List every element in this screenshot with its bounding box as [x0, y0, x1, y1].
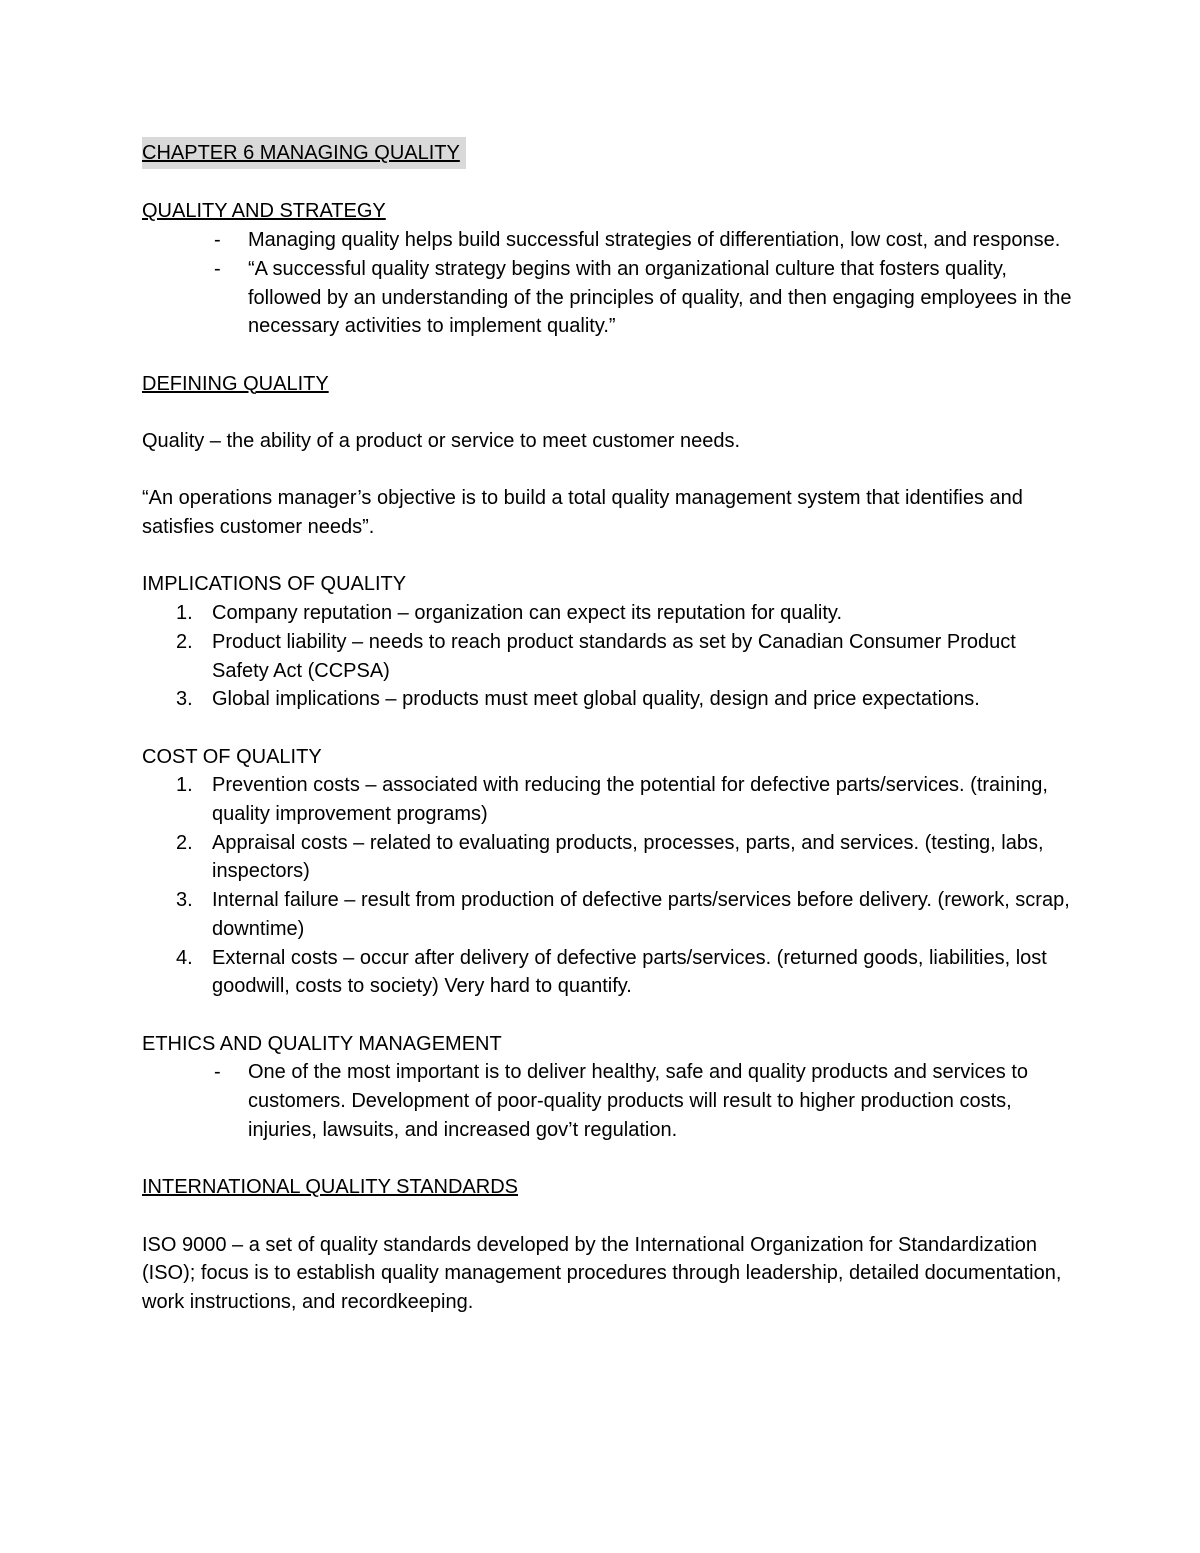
operations-manager-quote: “An operations manager’s objective is to build a total quality management system that identifies and satisfies customer needs”. [142, 487, 1023, 539]
spacer [142, 1145, 1072, 1174]
list-item [142, 886, 1072, 943]
document-page [142, 137, 1072, 1317]
list-item-text: One of the most important is to deliver healthy, safe and quality products and services to customers. Development of poor-quality products will result to higher production costs, injuries, lawsuits, and increased gov’t regulation. [248, 1061, 1029, 1141]
list-item [142, 255, 1072, 341]
list-item-text: Product liability – needs to reach product standards as set by Canadian Consumer Product Safety Act (CCPSA) [212, 630, 1016, 682]
spacer [142, 714, 1072, 743]
spacer [142, 1202, 1072, 1231]
list-item [142, 829, 1072, 886]
section-heading-quality-strategy: QUALITY AND STRATEGY [142, 200, 386, 223]
section-heading-ethics: ETHICS AND QUALITY MANAGEMENT [142, 1032, 502, 1055]
spacer [142, 456, 1072, 485]
list-item [142, 226, 1072, 255]
list-item [142, 1058, 1072, 1144]
list-item [142, 628, 1072, 685]
list-item-text: Global implications – products must meet global quality, design and price expectations. [212, 688, 980, 711]
section-heading-implications: IMPLICATIONS OF QUALITY [142, 573, 407, 596]
list-number: 1. [176, 602, 193, 625]
list-number: 2. [176, 831, 193, 854]
dash-marker: - [214, 229, 221, 252]
list-number: 3. [176, 889, 193, 912]
list-item [142, 685, 1072, 714]
chapter-title: CHAPTER 6 MANAGING QUALITY [142, 137, 466, 169]
list-item-text: Appraisal costs – related to evaluating products, processes, parts, and services. (testing, labs, inspectors) [212, 831, 1044, 883]
section-heading-cost-of-quality: COST OF QUALITY [142, 745, 322, 768]
list-item [142, 944, 1072, 1001]
list-number: 1. [176, 774, 193, 797]
chapter-title-line [142, 137, 1072, 169]
dash-marker: - [214, 1061, 221, 1084]
list-item-text: External costs – occur after delivery of defective parts/services. (returned goods, liabilities, lost goodwill, costs to society) Very hard to quantify. [212, 946, 1047, 998]
iso-9000-paragraph: ISO 9000 – a set of quality standards developed by the International Organization for Standardization (ISO); focus is to establish quality management procedures through leadership, detailed documentation, work instructions, and recordkeeping. [142, 1233, 1062, 1313]
list-item [142, 599, 1072, 628]
quality-definition: Quality – the ability of a product or service to meet customer needs. [142, 429, 741, 452]
list-item [142, 771, 1072, 828]
list-item-text: Managing quality helps build successful strategies of differentiation, low cost, and response. [248, 229, 1061, 252]
spacer [142, 398, 1072, 427]
spacer [142, 542, 1072, 571]
spacer [142, 341, 1072, 370]
spacer [142, 169, 1072, 198]
list-number: 4. [176, 946, 193, 969]
dash-marker: - [214, 257, 221, 280]
list-number: 3. [176, 688, 193, 711]
spacer [142, 1001, 1072, 1030]
section-heading-defining-quality: DEFINING QUALITY [142, 372, 329, 395]
section-heading-international: INTERNATIONAL QUALITY STANDARDS [142, 1176, 518, 1199]
cost-of-quality-list [142, 771, 1072, 1001]
list-item-text: “A successful quality strategy begins with an organizational culture that fosters quality, followed by an understanding of the principles of quality, and then engaging employees in the necessary activities to implement quality.” [248, 257, 1072, 338]
quality-strategy-list [142, 226, 1072, 341]
implications-list [142, 599, 1072, 714]
list-item-text: Prevention costs – associated with reducing the potential for defective parts/services. (training, quality improvement programs) [212, 774, 1048, 826]
list-number: 2. [176, 630, 193, 653]
list-item-text: Internal failure – result from production of defective parts/services before delivery. (rework, scrap, downtime) [212, 889, 1070, 940]
list-item-text: Company reputation – organization can expect its reputation for quality. [212, 602, 842, 625]
ethics-list [142, 1058, 1072, 1144]
